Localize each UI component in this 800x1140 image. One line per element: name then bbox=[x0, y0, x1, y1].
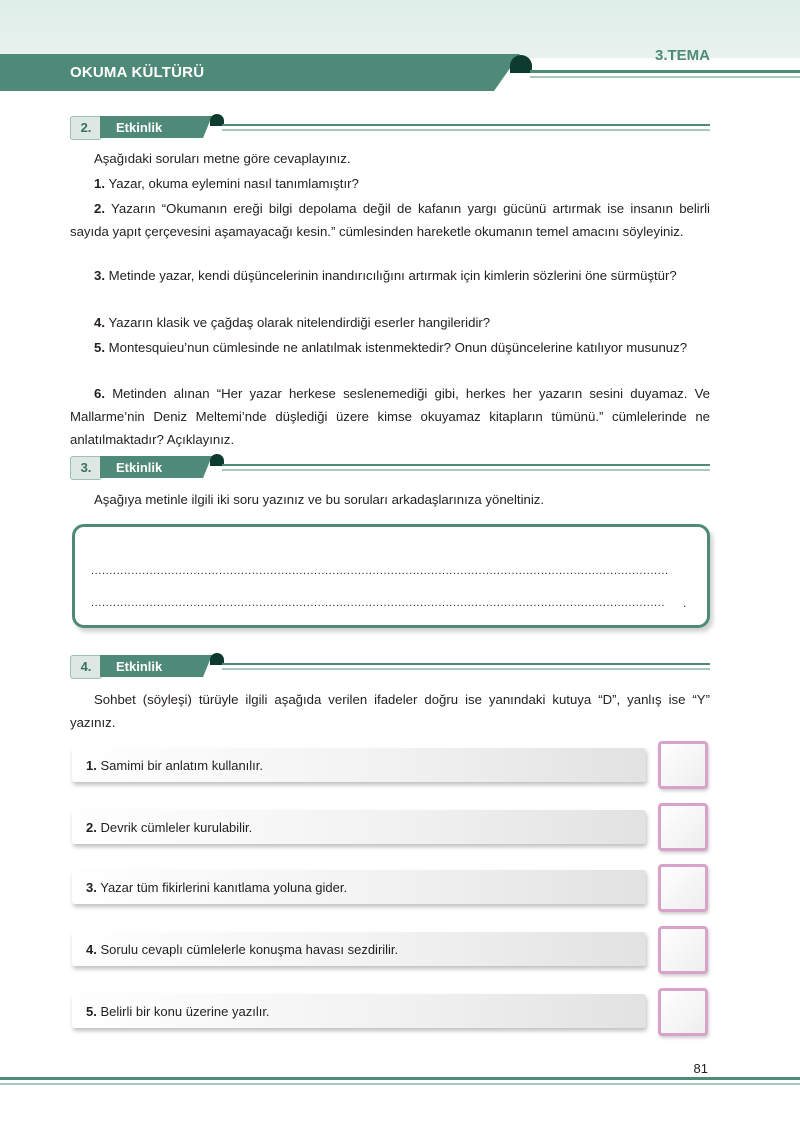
answer-checkbox-5[interactable] bbox=[658, 988, 708, 1036]
answer-checkbox-1[interactable] bbox=[658, 741, 708, 789]
activity-number: 4. bbox=[70, 655, 102, 679]
activity-4-heading bbox=[70, 653, 710, 679]
statement-1 bbox=[72, 748, 646, 782]
statement-label: Sorulu cevaplı cümlelerle konuşma havası sezdirilir. bbox=[100, 942, 399, 957]
statement-label: Belirli bir konu üzerine yazılır. bbox=[100, 1004, 270, 1019]
activity-rule bbox=[222, 464, 710, 466]
header-rule bbox=[530, 70, 800, 73]
statement-number: 3. bbox=[86, 880, 97, 895]
activity-label: Etkinlik bbox=[116, 460, 163, 475]
statement-5 bbox=[72, 994, 646, 1028]
activity-2-instruction: Aşağıdaki soruları metne göre cevaplayınız. bbox=[94, 151, 351, 166]
answer-checkbox-2[interactable] bbox=[658, 803, 708, 851]
answer-line-2[interactable]: ............................................................................................................................................................. bbox=[91, 597, 666, 609]
theme-label: 3.TEMA bbox=[654, 47, 710, 64]
statement-text bbox=[86, 758, 263, 773]
activity-number: 3. bbox=[70, 456, 102, 480]
question-text: Yazar, okuma eylemini nasıl tanımlamıştır? bbox=[108, 176, 359, 191]
header-rule-light bbox=[530, 76, 800, 78]
statement-number: 4. bbox=[86, 942, 97, 957]
answer-checkbox-4[interactable] bbox=[658, 926, 708, 974]
statement-text bbox=[86, 820, 252, 835]
question-text: Metinden alınan “Her yazar herkese seslenemediği gibi, herkes her yazarın sesini duyamaz. Ve Mallarme’nin Deniz Meltemi’nde düşlediği üzere kimse okuyamaz kitapların tümünü.” cümlelerinde ne anlatılmaktadır? Açıklayınız. bbox=[70, 386, 710, 447]
statement-text bbox=[86, 880, 347, 895]
statement-number: 1. bbox=[86, 758, 97, 773]
question-4 bbox=[70, 311, 710, 334]
activity-label: Etkinlik bbox=[116, 120, 163, 135]
section-title: OKUMA KÜLTÜRÜ bbox=[70, 64, 205, 81]
activity-rule-light bbox=[222, 129, 710, 131]
question-number: 2. bbox=[94, 201, 105, 216]
activity-label: Etkinlik bbox=[116, 659, 163, 674]
statement-3 bbox=[72, 870, 646, 904]
question-2 bbox=[70, 197, 710, 243]
statement-number: 2. bbox=[86, 820, 97, 835]
question-5 bbox=[70, 336, 710, 359]
statement-2 bbox=[72, 810, 646, 844]
question-number: 4. bbox=[94, 315, 105, 330]
statement-4 bbox=[72, 932, 646, 966]
question-text: Yazarın “Okumanın ereği bilgi depolama değil de kafanın yargı gücünü artırmak ise insanın belirli sayıda yapıt çerçevesini aşamayacağı kesin.” cümlesinden hareketle okumanın temel amacını söyleyiniz. bbox=[70, 201, 710, 239]
activity-2-heading bbox=[70, 114, 710, 140]
statement-text bbox=[86, 1004, 270, 1019]
question-number: 6. bbox=[94, 386, 105, 401]
statement-label: Samimi bir anlatım kullanılır. bbox=[100, 758, 264, 773]
activity-rule bbox=[222, 124, 710, 126]
footer-rule-light bbox=[0, 1083, 800, 1085]
header-tab-decoration bbox=[510, 55, 532, 73]
activity-4-instruction: Sohbet (söyleşi) türüyle ilgili aşağıda verilen ifadeler doğru ise yanındaki kutuya “D”, yanlış ise “Y” yazınız. bbox=[70, 692, 710, 730]
answer-box[interactable] bbox=[72, 524, 710, 628]
statement-number: 5. bbox=[86, 1004, 97, 1019]
statement-label: Yazar tüm fikirlerini kanıtlama yoluna gider. bbox=[100, 880, 348, 895]
question-text: Montesquieu’nun cümlesinde ne anlatılmak istenmektedir? Onun düşüncelerine katılıyor musunuz? bbox=[108, 340, 688, 355]
activity-3-heading bbox=[70, 454, 710, 480]
activity-3-instruction: Aşağıya metinle ilgili iki soru yazınız ve bu soruları arkadaşlarınıza yöneltiniz. bbox=[94, 492, 545, 507]
answer-line-end: . bbox=[683, 596, 687, 610]
activity-rule bbox=[222, 663, 710, 665]
activity-rule-light bbox=[222, 469, 710, 471]
question-3 bbox=[70, 264, 710, 287]
statement-label: Devrik cümleler kurulabilir. bbox=[100, 820, 253, 835]
question-text: Yazarın klasik ve çağdaş olarak nitelendirdiği eserler hangileridir? bbox=[108, 315, 491, 330]
activity-rule-light bbox=[222, 668, 710, 670]
question-number: 3. bbox=[94, 268, 105, 283]
question-number: 5. bbox=[94, 340, 105, 355]
question-1 bbox=[70, 172, 710, 195]
activity-number: 2. bbox=[70, 116, 102, 140]
question-6 bbox=[70, 382, 710, 451]
page-number: 81 bbox=[693, 1061, 708, 1076]
question-text: Metinde yazar, kendi düşüncelerinin inandırıcılığını artırmak için kimlerin sözlerini öne sürmüştür? bbox=[108, 268, 677, 283]
question-number: 1. bbox=[94, 176, 105, 191]
answer-line-1[interactable]: .............................................................................................................................................................. bbox=[91, 565, 669, 577]
footer-rule bbox=[0, 1077, 800, 1080]
statement-text bbox=[86, 942, 398, 957]
answer-checkbox-3[interactable] bbox=[658, 864, 708, 912]
